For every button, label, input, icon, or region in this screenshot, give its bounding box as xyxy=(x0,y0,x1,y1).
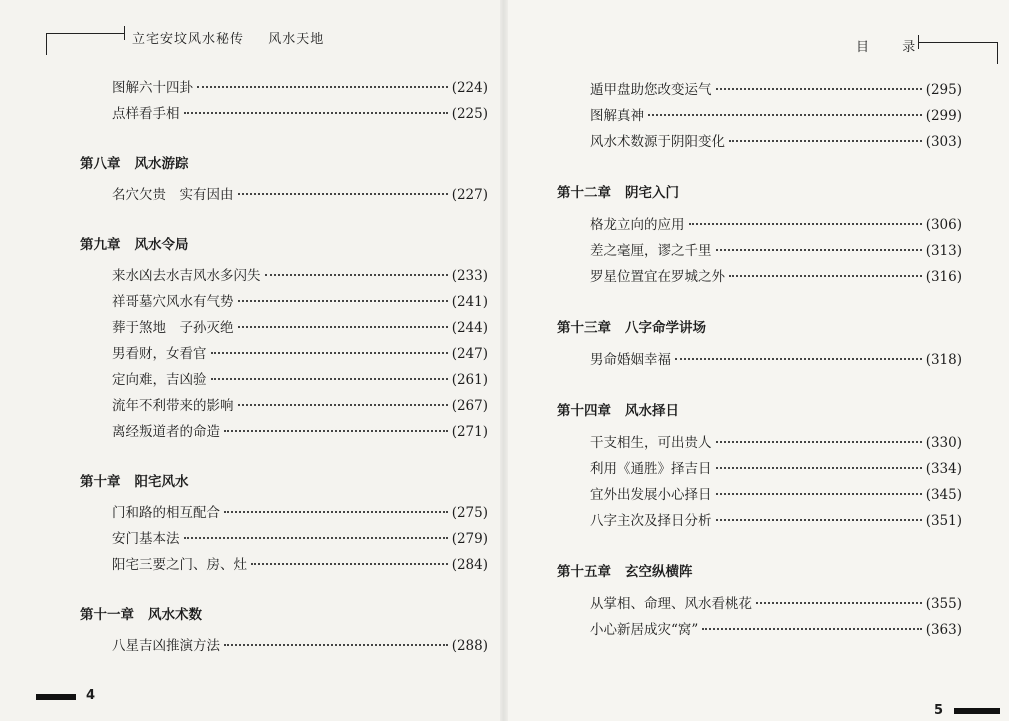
toc-entry-title: 定向难，吉凶验 xyxy=(112,372,207,388)
dot-leader xyxy=(224,511,448,513)
right-header-rule xyxy=(918,42,998,43)
toc-entry-page: (334) xyxy=(925,461,962,477)
toc-entry-title: 利用《通胜》择吉日 xyxy=(590,461,712,477)
book-gutter xyxy=(500,0,508,721)
toc-entry-page: (261) xyxy=(451,372,488,388)
toc-entry-page: (284) xyxy=(451,557,488,573)
dot-leader xyxy=(716,493,922,495)
dot-leader xyxy=(224,644,448,646)
toc-entry xyxy=(590,457,962,477)
dot-leader xyxy=(729,140,922,142)
chapter-heading xyxy=(80,603,202,623)
left-header-title xyxy=(132,28,324,47)
toc-entry xyxy=(590,509,962,529)
dot-leader xyxy=(224,430,448,432)
toc-entry-title: 阳宅三要之门、房、灶 xyxy=(112,557,247,573)
chapter-number: 第十章 xyxy=(80,474,121,490)
toc-entry-title: 格龙立向的应用 xyxy=(590,217,685,233)
chapter-name: 玄空纵横阵 xyxy=(625,564,693,580)
toc-entry-page: (351) xyxy=(925,513,962,529)
right-margin-rule xyxy=(997,42,998,64)
chapter-heading xyxy=(557,560,693,580)
toc-entry-title: 宜外出发展小心择日 xyxy=(590,487,712,503)
toc-entry-title: 干支相生，可出贵人 xyxy=(590,435,712,451)
dot-leader xyxy=(675,358,922,360)
left-footer-bar xyxy=(36,694,76,700)
dot-leader xyxy=(716,519,922,521)
dot-leader xyxy=(729,275,922,277)
toc-entry-page: (279) xyxy=(451,531,488,547)
chapter-name: 风水术数 xyxy=(148,607,202,623)
toc-entry-title: 来水凶去水吉风水多闪失 xyxy=(112,268,261,284)
toc-entry-title: 图解六十四卦 xyxy=(112,80,193,96)
toc-entry xyxy=(112,102,488,122)
toc-entry-page: (303) xyxy=(925,134,962,150)
dot-leader xyxy=(184,537,448,539)
left-header-rule xyxy=(46,33,124,34)
toc-entry-page: (345) xyxy=(925,487,962,503)
toc-entry-page: (288) xyxy=(451,638,488,654)
toc-entry-page: (313) xyxy=(925,243,962,259)
toc-entry xyxy=(590,130,962,150)
toc-entry xyxy=(112,420,488,440)
dot-leader xyxy=(238,193,448,195)
toc-entry-title: 离经叛道者的命造 xyxy=(112,424,220,440)
dot-leader xyxy=(211,352,448,354)
toc-entry-title: 葬于煞地 子孙灭绝 xyxy=(112,320,234,336)
toc-entry xyxy=(112,634,488,654)
toc-entry-page: (271) xyxy=(451,424,488,440)
toc-entry xyxy=(112,76,488,96)
toc-entry-title: 男看财，女看官 xyxy=(112,346,207,362)
toc-entry-title: 遁甲盘助您改变运气 xyxy=(590,82,712,98)
dot-leader xyxy=(238,326,448,328)
dot-leader xyxy=(184,112,448,114)
toc-entry xyxy=(590,618,962,638)
chapter-number: 第九章 xyxy=(80,237,121,253)
toc-entry-page: (318) xyxy=(925,352,962,368)
toc-entry-page: (355) xyxy=(925,596,962,612)
toc-entry xyxy=(590,78,962,98)
toc-entry-title: 风水术数源于阴阳变化 xyxy=(590,134,725,150)
toc-entry-title: 安门基本法 xyxy=(112,531,180,547)
toc-entry xyxy=(590,592,962,612)
toc-entry-title: 八星吉凶推演方法 xyxy=(112,638,220,654)
toc-entry xyxy=(112,527,488,547)
dot-leader xyxy=(238,300,448,302)
dot-leader xyxy=(211,378,448,380)
toc-entry-title: 从掌相、命理、风水看桃花 xyxy=(590,596,752,612)
chapter-heading xyxy=(557,399,679,419)
chapter-heading xyxy=(80,233,189,253)
toc-entry-page: (299) xyxy=(925,108,962,124)
toc-entry-title: 点样看手相 xyxy=(112,106,180,122)
toc-entry xyxy=(112,316,488,336)
chapter-heading xyxy=(557,181,679,201)
toc-entry-title: 小心新居成灾“窝” xyxy=(590,622,699,638)
chapter-number: 第十二章 xyxy=(557,185,611,201)
chapter-number: 第十五章 xyxy=(557,564,611,580)
chapter-name: 风水游踪 xyxy=(134,156,189,172)
toc-entry-page: (275) xyxy=(451,505,488,521)
toc-entry-title: 流年不利带来的影响 xyxy=(112,398,234,414)
dot-leader xyxy=(716,441,922,443)
dot-leader xyxy=(238,404,448,406)
book-title: 立宅安坟风水秘传 xyxy=(132,32,245,47)
chapter-heading xyxy=(80,470,189,490)
toc-entry-title: 图解真神 xyxy=(590,108,644,124)
chapter-name: 阴宅入门 xyxy=(625,185,679,201)
chapter-name: 风水令局 xyxy=(134,237,189,253)
dot-leader xyxy=(716,88,922,90)
toc-entry-page: (267) xyxy=(451,398,488,414)
right-header-title xyxy=(856,36,916,55)
toc-entry-title: 罗星位置宜在罗城之外 xyxy=(590,269,725,285)
toc-entry xyxy=(112,290,488,310)
toc-entry-title: 男命婚姻幸福 xyxy=(590,352,671,368)
toc-entry xyxy=(590,104,962,124)
chapter-name: 八字命学讲场 xyxy=(625,320,706,336)
toc-entry-title: 名穴欠贵 实有因由 xyxy=(112,187,234,203)
dot-leader xyxy=(197,86,448,88)
toc-entry-page: (295) xyxy=(925,82,962,98)
chapter-heading xyxy=(80,152,189,172)
dot-leader xyxy=(648,114,922,116)
toc-entry-page: (316) xyxy=(925,269,962,285)
chapter-number: 第十一章 xyxy=(80,607,134,623)
dot-leader xyxy=(265,274,448,276)
toc-entry xyxy=(590,431,962,451)
toc-entry-page: (306) xyxy=(925,217,962,233)
toc-entry-page: (330) xyxy=(925,435,962,451)
toc-entry xyxy=(112,183,488,203)
toc-entry-title: 八字主次及择日分析 xyxy=(590,513,712,529)
header-lu: 录 xyxy=(902,40,917,55)
toc-entry xyxy=(112,342,488,362)
toc-entry-page: (224) xyxy=(451,80,488,96)
chapter-name: 阳宅风水 xyxy=(134,474,189,490)
toc-entry xyxy=(112,553,488,573)
chapter-heading xyxy=(557,316,706,336)
dot-leader xyxy=(756,602,922,604)
toc-entry xyxy=(112,264,488,284)
toc-entry xyxy=(112,394,488,414)
toc-entry xyxy=(112,368,488,388)
toc-entry xyxy=(590,239,962,259)
header-mu: 目 xyxy=(856,40,871,55)
toc-entry xyxy=(590,348,962,368)
dot-leader xyxy=(716,249,922,251)
left-header-tick xyxy=(124,26,125,40)
left-margin-rule xyxy=(46,33,47,55)
book-subtitle: 风水天地 xyxy=(268,32,325,47)
toc-entry-title: 差之毫厘，谬之千里 xyxy=(590,243,712,259)
toc-entry-title: 祥哥墓穴风水有气势 xyxy=(112,294,234,310)
toc-entry-page: (244) xyxy=(451,320,488,336)
dot-leader xyxy=(716,467,922,469)
chapter-number: 第十四章 xyxy=(557,403,611,419)
toc-entry-title: 门和路的相互配合 xyxy=(112,505,220,521)
right-footer-bar xyxy=(954,708,1000,714)
toc-entry-page: (227) xyxy=(451,187,488,203)
toc-entry-page: (241) xyxy=(451,294,488,310)
dot-leader xyxy=(251,563,448,565)
toc-entry-page: (363) xyxy=(925,622,962,638)
toc-entry xyxy=(590,213,962,233)
toc-entry-page: (233) xyxy=(451,268,488,284)
toc-entry xyxy=(590,265,962,285)
chapter-number: 第十三章 xyxy=(557,320,611,336)
toc-entry xyxy=(590,483,962,503)
dot-leader xyxy=(689,223,922,225)
right-page-number: 5 xyxy=(934,703,944,718)
toc-entry-page: (225) xyxy=(451,106,488,122)
left-page-number: 4 xyxy=(86,688,96,703)
chapter-name: 风水择日 xyxy=(625,403,679,419)
toc-entry xyxy=(112,501,488,521)
dot-leader xyxy=(702,628,921,630)
toc-entry-page: (247) xyxy=(451,346,488,362)
chapter-number: 第八章 xyxy=(80,156,121,172)
